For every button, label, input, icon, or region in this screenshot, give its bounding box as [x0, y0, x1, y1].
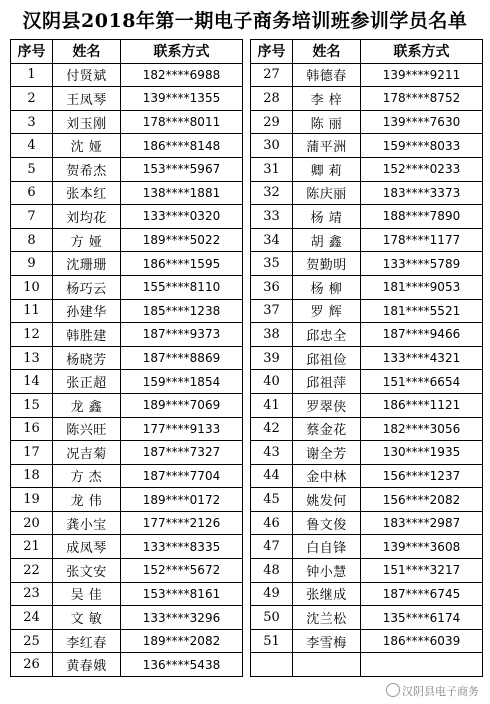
- table-row: [11, 134, 243, 158]
- cell-name: 沈兰松: [293, 606, 361, 630]
- table-row: [11, 63, 243, 87]
- table-row: [251, 157, 483, 181]
- table-row: [251, 63, 483, 87]
- cell-phone: 187****7704: [121, 464, 243, 488]
- table-row: [251, 511, 483, 535]
- cell-phone: 153****8161: [121, 582, 243, 606]
- cell-no: 12: [11, 323, 53, 347]
- cell-no: 43: [251, 441, 293, 465]
- table-row: [11, 205, 243, 229]
- header-contact: 联系方式: [121, 40, 243, 64]
- table-row: [11, 629, 243, 653]
- table-row: [11, 417, 243, 441]
- cell-no: 21: [11, 535, 53, 559]
- cell-no: 22: [11, 559, 53, 583]
- cell-name: 谢全芳: [293, 441, 361, 465]
- cell-no: 48: [251, 559, 293, 583]
- table-row: [251, 488, 483, 512]
- cell-name: 王凤琴: [53, 87, 121, 111]
- cell-no: 46: [251, 511, 293, 535]
- table-row: [251, 582, 483, 606]
- cell-phone: 133****4321: [361, 346, 483, 370]
- table-row: [251, 87, 483, 111]
- watermark: [383, 682, 482, 700]
- roster-table-left: [10, 39, 243, 677]
- cell-phone: 189****5022: [121, 228, 243, 252]
- header-no: 序号: [251, 40, 293, 64]
- table-row: [251, 559, 483, 583]
- cell-no: 25: [11, 629, 53, 653]
- table-row: [251, 370, 483, 394]
- cell-name: 韩德春: [293, 63, 361, 87]
- cell-phone: 186****8148: [121, 134, 243, 158]
- cell-no: 38: [251, 323, 293, 347]
- cell-phone: 186****1595: [121, 252, 243, 276]
- cell-phone: 189****2082: [121, 629, 243, 653]
- table-row: [251, 181, 483, 205]
- table-row: [11, 464, 243, 488]
- cell-phone: 182****3056: [361, 417, 483, 441]
- cell-name: 陈庆丽: [293, 181, 361, 205]
- cell-phone: 151****6654: [361, 370, 483, 394]
- table-row: [251, 464, 483, 488]
- cell-name: 鲁文俊: [293, 511, 361, 535]
- header-name: 姓名: [53, 40, 121, 64]
- cell-name: 陈兴旺: [53, 417, 121, 441]
- table-row: [11, 275, 243, 299]
- cell-no: 24: [11, 606, 53, 630]
- table-row: [11, 582, 243, 606]
- cell-no: 33: [251, 205, 293, 229]
- table-header-row: [11, 40, 243, 64]
- cell-no: 37: [251, 299, 293, 323]
- cell-no: [251, 653, 293, 677]
- cell-no: 34: [251, 228, 293, 252]
- table-row: [11, 157, 243, 181]
- cell-name: 方 娅: [53, 228, 121, 252]
- cell-no: 18: [11, 464, 53, 488]
- cell-phone: 151****3217: [361, 559, 483, 583]
- page-title: 汉阴县2018年第一期电子商务培训班参训学员名单: [22, 10, 468, 32]
- cell-name: 张本红: [53, 181, 121, 205]
- cell-phone: 135****6174: [361, 606, 483, 630]
- cell-name: 钟小慧: [293, 559, 361, 583]
- cell-no: 39: [251, 346, 293, 370]
- cell-no: 30: [251, 134, 293, 158]
- cell-phone: 130****1935: [361, 441, 483, 465]
- table-row: [251, 417, 483, 441]
- cell-name: 杨晓芳: [53, 346, 121, 370]
- cell-name: 邱祖俭: [293, 346, 361, 370]
- cell-name: [293, 653, 361, 677]
- cell-phone: 133****8335: [121, 535, 243, 559]
- cell-no: 13: [11, 346, 53, 370]
- cell-no: 6: [11, 181, 53, 205]
- table-row: [251, 441, 483, 465]
- table-row: [11, 87, 243, 111]
- cell-no: 7: [11, 205, 53, 229]
- cell-name: 杨 柳: [293, 275, 361, 299]
- cell-phone: 186****6039: [361, 629, 483, 653]
- cell-no: 8: [11, 228, 53, 252]
- table-row: [11, 299, 243, 323]
- cell-name: 龙 伟: [53, 488, 121, 512]
- cell-no: 9: [11, 252, 53, 276]
- cell-phone: 181****5521: [361, 299, 483, 323]
- cell-name: 李雪梅: [293, 629, 361, 653]
- cell-name: 卿 莉: [293, 157, 361, 181]
- cell-phone: 159****8033: [361, 134, 483, 158]
- cell-no: 27: [251, 63, 293, 87]
- cell-no: 4: [11, 134, 53, 158]
- cell-phone: 133****0320: [121, 205, 243, 229]
- cell-phone: 187****6745: [361, 582, 483, 606]
- cell-name: 成凤琴: [53, 535, 121, 559]
- cell-name: 龚小宝: [53, 511, 121, 535]
- cell-no: 40: [251, 370, 293, 394]
- table-row: [251, 110, 483, 134]
- table-row: [251, 629, 483, 653]
- cell-no: 29: [251, 110, 293, 134]
- table-row: [11, 488, 243, 512]
- cell-phone: 139****9211: [361, 63, 483, 87]
- cell-name: 方 杰: [53, 464, 121, 488]
- cell-phone: 133****5789: [361, 252, 483, 276]
- cell-phone: 178****8752: [361, 87, 483, 111]
- cell-phone: 156****1237: [361, 464, 483, 488]
- cell-no: 26: [11, 653, 53, 677]
- cell-no: 20: [11, 511, 53, 535]
- cell-phone: 139****3608: [361, 535, 483, 559]
- cell-name: 付贤斌: [53, 63, 121, 87]
- cell-no: 44: [251, 464, 293, 488]
- cell-phone: 187****8869: [121, 346, 243, 370]
- table-row: [11, 511, 243, 535]
- cell-no: 3: [11, 110, 53, 134]
- table-row: [251, 346, 483, 370]
- cell-no: 36: [251, 275, 293, 299]
- table-row: [11, 346, 243, 370]
- cell-no: 41: [251, 393, 293, 417]
- roster-table-right: [250, 39, 483, 677]
- cell-phone: 181****9053: [361, 275, 483, 299]
- cell-phone: 183****3373: [361, 181, 483, 205]
- cell-no: 2: [11, 87, 53, 111]
- watermark-text: 汉阴县电子商务: [402, 685, 479, 698]
- cell-phone: 152****5672: [121, 559, 243, 583]
- cell-no: 17: [11, 441, 53, 465]
- table-row: [11, 181, 243, 205]
- cell-name: 胡 鑫: [293, 228, 361, 252]
- cell-name: 贺勤明: [293, 252, 361, 276]
- cell-phone: 187****7327: [121, 441, 243, 465]
- table-row: [251, 606, 483, 630]
- cell-no: 45: [251, 488, 293, 512]
- cell-phone: 177****2126: [121, 511, 243, 535]
- cell-name: 孙建华: [53, 299, 121, 323]
- cell-no: 42: [251, 417, 293, 441]
- cell-no: 23: [11, 582, 53, 606]
- cell-name: 罗翠侠: [293, 393, 361, 417]
- cell-phone: 187****9373: [121, 323, 243, 347]
- cell-no: 16: [11, 417, 53, 441]
- cell-phone: 156****2082: [361, 488, 483, 512]
- cell-name: 邱忠全: [293, 323, 361, 347]
- cell-phone: 178****8011: [121, 110, 243, 134]
- table-row: [251, 653, 483, 677]
- cell-phone: 136****5438: [121, 653, 243, 677]
- cell-phone: 138****1881: [121, 181, 243, 205]
- cell-name: 况吉菊: [53, 441, 121, 465]
- cell-name: 文 敏: [53, 606, 121, 630]
- table-row: [251, 228, 483, 252]
- cell-phone: [361, 653, 483, 677]
- cell-name: 张正超: [53, 370, 121, 394]
- cell-no: 51: [251, 629, 293, 653]
- cell-name: 刘均花: [53, 205, 121, 229]
- table-row: [251, 252, 483, 276]
- table-row: [11, 323, 243, 347]
- header-no: 序号: [11, 40, 53, 64]
- cell-name: 蒲平洲: [293, 134, 361, 158]
- cell-phone: 188****7890: [361, 205, 483, 229]
- table-row: [251, 275, 483, 299]
- table-row: [11, 535, 243, 559]
- table-header-row: [251, 40, 483, 64]
- table-row: [251, 323, 483, 347]
- table-row: [11, 252, 243, 276]
- cell-name: 姚发何: [293, 488, 361, 512]
- cell-name: 蔡金花: [293, 417, 361, 441]
- cell-phone: 159****1854: [121, 370, 243, 394]
- cell-no: 32: [251, 181, 293, 205]
- cell-name: 李红春: [53, 629, 121, 653]
- cell-phone: 152****0233: [361, 157, 483, 181]
- table-row: [11, 110, 243, 134]
- table-row: [11, 559, 243, 583]
- cell-name: 黄春娥: [53, 653, 121, 677]
- table-row: [11, 606, 243, 630]
- header-name: 姓名: [293, 40, 361, 64]
- cell-phone: 139****7630: [361, 110, 483, 134]
- cell-phone: 189****7069: [121, 393, 243, 417]
- cell-no: 10: [11, 275, 53, 299]
- cell-no: 28: [251, 87, 293, 111]
- table-row: [251, 299, 483, 323]
- cell-phone: 139****1355: [121, 87, 243, 111]
- cell-no: 35: [251, 252, 293, 276]
- cell-name: 沈珊珊: [53, 252, 121, 276]
- cell-no: 11: [11, 299, 53, 323]
- cell-phone: 183****2987: [361, 511, 483, 535]
- cell-name: 杨巧云: [53, 275, 121, 299]
- cell-name: 白自锋: [293, 535, 361, 559]
- cell-name: 罗 辉: [293, 299, 361, 323]
- header-contact: 联系方式: [361, 40, 483, 64]
- cell-phone: 155****8110: [121, 275, 243, 299]
- cell-no: 31: [251, 157, 293, 181]
- cell-no: 50: [251, 606, 293, 630]
- cell-name: 张文安: [53, 559, 121, 583]
- table-row: [11, 370, 243, 394]
- table-row: [251, 535, 483, 559]
- cell-name: 吴 佳: [53, 582, 121, 606]
- cell-no: 19: [11, 488, 53, 512]
- cell-name: 张继成: [293, 582, 361, 606]
- cell-phone: 133****3296: [121, 606, 243, 630]
- cell-no: 47: [251, 535, 293, 559]
- cell-phone: 187****9466: [361, 323, 483, 347]
- cell-name: 李 梓: [293, 87, 361, 111]
- cell-phone: 177****9133: [121, 417, 243, 441]
- table-row: [11, 653, 243, 677]
- cell-no: 5: [11, 157, 53, 181]
- cell-no: 1: [11, 63, 53, 87]
- cell-phone: 153****5967: [121, 157, 243, 181]
- cell-name: 刘玉刚: [53, 110, 121, 134]
- cell-name: 金中林: [293, 464, 361, 488]
- cell-name: 杨 靖: [293, 205, 361, 229]
- cell-no: 15: [11, 393, 53, 417]
- cell-phone: 178****1177: [361, 228, 483, 252]
- cell-name: 韩胜建: [53, 323, 121, 347]
- cell-name: 邱祖萍: [293, 370, 361, 394]
- table-row: [251, 205, 483, 229]
- cell-phone: 185****1238: [121, 299, 243, 323]
- table-row: [251, 134, 483, 158]
- wechat-logo-icon: [386, 683, 400, 697]
- table-row: [11, 393, 243, 417]
- cell-no: 49: [251, 582, 293, 606]
- table-row: [251, 393, 483, 417]
- cell-name: 陈 丽: [293, 110, 361, 134]
- cell-phone: 189****0172: [121, 488, 243, 512]
- cell-name: 贺希杰: [53, 157, 121, 181]
- cell-name: 沈 娅: [53, 134, 121, 158]
- table-row: [11, 228, 243, 252]
- table-row: [11, 441, 243, 465]
- cell-no: 14: [11, 370, 53, 394]
- cell-phone: 186****1121: [361, 393, 483, 417]
- cell-phone: 182****6988: [121, 63, 243, 87]
- cell-name: 龙 鑫: [53, 393, 121, 417]
